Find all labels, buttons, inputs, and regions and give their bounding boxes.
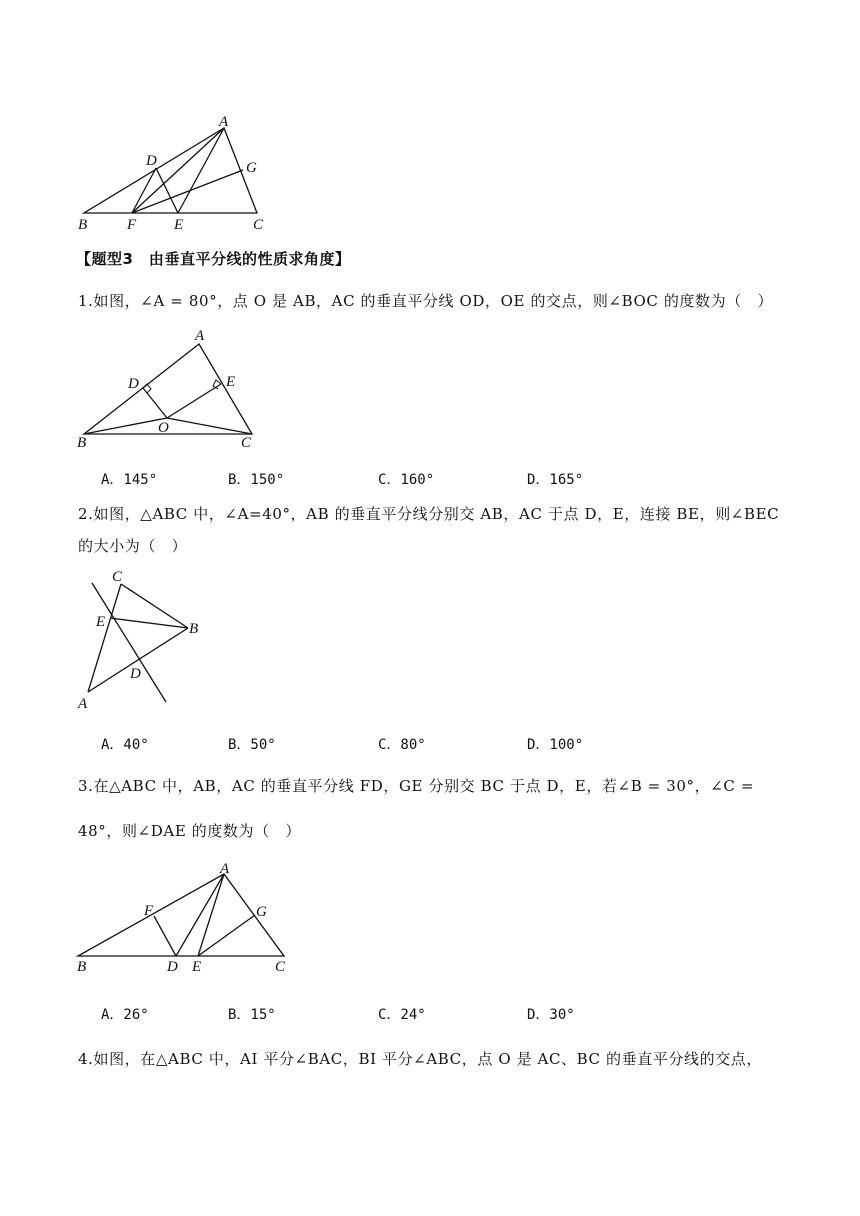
label-d: D — [146, 153, 157, 169]
label-e: E — [226, 374, 236, 390]
q2-option-b[interactable]: B．50° — [228, 737, 276, 753]
q3-option-d[interactable]: D．30° — [527, 1007, 575, 1023]
q2-option-d[interactable]: D．100° — [527, 737, 584, 753]
segment-ge — [198, 915, 255, 956]
label-b: B — [77, 959, 87, 975]
q1-option-c[interactable]: C．160° — [378, 472, 435, 488]
q1-option-a[interactable]: A．145° — [101, 472, 158, 488]
label-o: O — [158, 420, 169, 436]
label-b: B — [189, 621, 199, 637]
q3-option-b[interactable]: B．15° — [228, 1007, 276, 1023]
triangle-abc — [78, 874, 284, 956]
segment-ad — [176, 874, 224, 956]
question-1-text: 1.如图，∠A = 80°，点 O 是 AB，AC 的垂直平分线 OD，OE 的交点，则∠BOC 的度数为（ ） — [78, 292, 774, 310]
label-c: C — [253, 217, 264, 233]
segment-fd — [154, 916, 176, 956]
label-e: E — [174, 217, 184, 233]
label-a: A — [78, 696, 88, 712]
q2-option-a[interactable]: A．40° — [101, 737, 149, 753]
label-d: D — [130, 666, 141, 682]
q3-option-c[interactable]: C．24° — [378, 1007, 426, 1023]
label-c: C — [112, 569, 123, 585]
q1-option-d[interactable]: D．165° — [527, 472, 584, 488]
label-c: C — [241, 435, 252, 451]
label-a: A — [219, 114, 229, 130]
label-g: G — [256, 904, 267, 920]
q3-option-a[interactable]: A．26° — [101, 1007, 149, 1023]
question-2-line-2: 的大小为（ ） — [78, 537, 188, 555]
label-c: C — [275, 959, 286, 975]
label-e: E — [192, 959, 202, 975]
label-f: F — [127, 217, 137, 233]
label-a: A — [220, 861, 230, 877]
label-a: A — [195, 328, 205, 344]
label-g: G — [246, 160, 257, 176]
label-e: E — [96, 614, 106, 630]
question-4-text: 4.如图，在△ABC 中，AI 平分∠BAC，BI 平分∠ABC，点 O 是 AC、BC 的垂直平分线的交点， — [78, 1050, 763, 1068]
question-3-line-1: 3.在△ABC 中，AB，AC 的垂直平分线 FD，GE 分别交 BC 于点 D，E，若∠B = 30°，∠C = — [78, 777, 754, 795]
label-b: B — [78, 217, 88, 233]
label-d: D — [167, 959, 178, 975]
label-d: D — [128, 376, 139, 392]
q2-option-c[interactable]: C．80° — [378, 737, 426, 753]
q1-option-b[interactable]: B．150° — [228, 472, 285, 488]
section-heading: 【题型3 由垂直平分线的性质求角度】 — [76, 250, 351, 268]
question-2-line-1: 2.如图，△ABC 中，∠A=40°，AB 的垂直平分线分别交 AB，AC 于点 D，E，连接 BE，则∠BEC — [78, 505, 780, 523]
label-f: F — [144, 903, 154, 919]
question-3-line-2: 48°，则∠DAE 的度数为（ ） — [78, 822, 301, 840]
label-b: B — [77, 435, 87, 451]
